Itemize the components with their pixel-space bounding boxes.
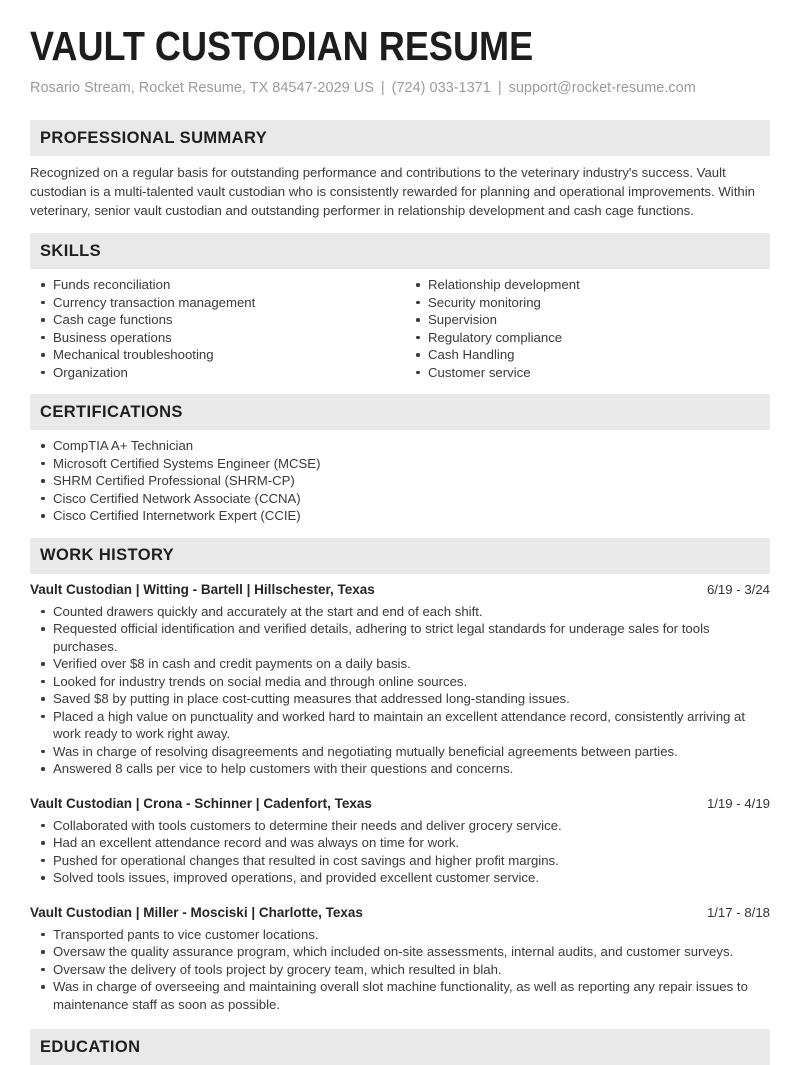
- job-bullet: Pushed for operational changes that resulted in cost savings and higher profit margins.: [30, 852, 770, 870]
- contact-separator: |: [380, 80, 385, 96]
- job-bullet: Verified over $8 in cash and credit payments on a daily basis.: [30, 655, 770, 673]
- skill-item: Funds reconciliation: [30, 276, 405, 294]
- job-dates: 1/17 - 8/18: [706, 904, 770, 920]
- section-heading-education: EDUCATION: [30, 1029, 770, 1065]
- job-bullet: Requested official identification and verified details, adhering to strict legal standards for underage sales for tools purchases.: [30, 620, 770, 655]
- job-title: Vault Custodian | Crona - Schinner | Cadenfort, Texas: [30, 795, 372, 811]
- certification-item: CompTIA A+ Technician: [30, 437, 770, 455]
- job-entry: [30, 796, 770, 887]
- skills-columns: [30, 269, 770, 381]
- job-bullet: Was in charge of overseeing and maintaining overall slot machine functionality, as well as reporting any repair issues to maintenance staff as soon as possible.: [30, 978, 770, 1013]
- skill-item: Security monitoring: [405, 294, 770, 312]
- certifications-list: [30, 437, 770, 525]
- section-heading-skills: SKILLS: [30, 233, 770, 269]
- job-header: [30, 582, 770, 597]
- section-heading-work-history: WORK HISTORY: [30, 538, 770, 574]
- job-bullet: Placed a high value on punctuality and worked hard to maintain an excellent attendance record, consistently arriving at work ready to work right away.: [30, 708, 770, 743]
- job-bullet: Saved $8 by putting in place cost-cutting measures that addressed long-standing issues.: [30, 690, 770, 708]
- skills-list-left: [30, 276, 405, 381]
- certification-item: Cisco Certified Network Associate (CCNA): [30, 490, 770, 508]
- contact-address: Rosario Stream, Rocket Resume, TX 84547-2029 US: [30, 80, 374, 96]
- section-heading-professional-summary: PROFESSIONAL SUMMARY: [30, 120, 770, 156]
- job-bullet: Counted drawers quickly and accurately at the start and end of each shift.: [30, 603, 770, 621]
- summary-text: Recognized on a regular basis for outstanding performance and contributions to the veterinary industry's success. Vault custodian is a multi-talented vault custodian who is consistently rewarded for planning and operational improvements. Within veterinary, senior vault custodian and outstanding performer in relationship development and cash cage functions.: [30, 165, 755, 218]
- job-bullet: Solved tools issues, improved operations, and provided excellent customer service.: [30, 869, 770, 887]
- job-bullet: Oversaw the quality assurance program, which included on-site assessments, internal audits, and customer surveys.: [30, 943, 770, 961]
- job-entry: [30, 582, 770, 778]
- contact-phone: (724) 033-1371: [391, 80, 491, 96]
- skill-item: Business operations: [30, 329, 405, 347]
- skill-item: Regulatory compliance: [405, 329, 770, 347]
- job-bullet: Looked for industry trends on social media and through online sources.: [30, 673, 770, 691]
- page-title: VAULT CUSTODIAN RESUME: [30, 23, 534, 69]
- job-bullet-list: [30, 926, 770, 1014]
- job-bullet: Was in charge of resolving disagreements and negotiating mutually beneficial agreements between parties.: [30, 743, 770, 761]
- skills-list-right: [405, 276, 770, 381]
- job-dates: 6/19 - 3/24: [706, 581, 770, 597]
- contact-email: support@rocket-resume.com: [508, 80, 696, 96]
- job-title: Vault Custodian | Miller - Mosciski | Charlotte, Texas: [30, 904, 363, 920]
- job-bullet-list: [30, 817, 770, 887]
- job-bullet: Collaborated with tools customers to determine their needs and deliver grocery service.: [30, 817, 770, 835]
- resume-page: [0, 23, 800, 1065]
- skill-item: Relationship development: [405, 276, 770, 294]
- skill-item: Organization: [30, 364, 405, 382]
- skill-item: Supervision: [405, 311, 770, 329]
- job-header: [30, 796, 770, 811]
- skill-item: Cash Handling: [405, 346, 770, 364]
- job-bullet: Answered 8 calls per vice to help customers with their questions and concerns.: [30, 760, 770, 778]
- contact-line: [30, 80, 770, 96]
- contact-separator: |: [497, 80, 502, 96]
- skill-item: Mechanical troubleshooting: [30, 346, 405, 364]
- job-dates: 1/19 - 4/19: [706, 795, 770, 811]
- job-bullet: Had an excellent attendance record and was always on time for work.: [30, 834, 770, 852]
- job-title: Vault Custodian | Witting - Bartell | Hillschester, Texas: [30, 581, 375, 597]
- certification-item: Microsoft Certified Systems Engineer (MCSE): [30, 455, 770, 473]
- section-heading-certifications: CERTIFICATIONS: [30, 394, 770, 430]
- certification-item: SHRM Certified Professional (SHRM-CP): [30, 472, 770, 490]
- job-bullet-list: [30, 603, 770, 778]
- certification-item: Cisco Certified Internetwork Expert (CCIE): [30, 507, 770, 525]
- job-header: [30, 905, 770, 920]
- job-entry: [30, 905, 770, 1014]
- skill-item: Cash cage functions: [30, 311, 405, 329]
- job-bullet: Transported pants to vice customer locations.: [30, 926, 770, 944]
- job-bullet: Oversaw the delivery of tools project by grocery team, which resulted in blah.: [30, 961, 770, 979]
- skill-item: Customer service: [405, 364, 770, 382]
- work-history-entries: [30, 582, 770, 1014]
- skill-item: Currency transaction management: [30, 294, 405, 312]
